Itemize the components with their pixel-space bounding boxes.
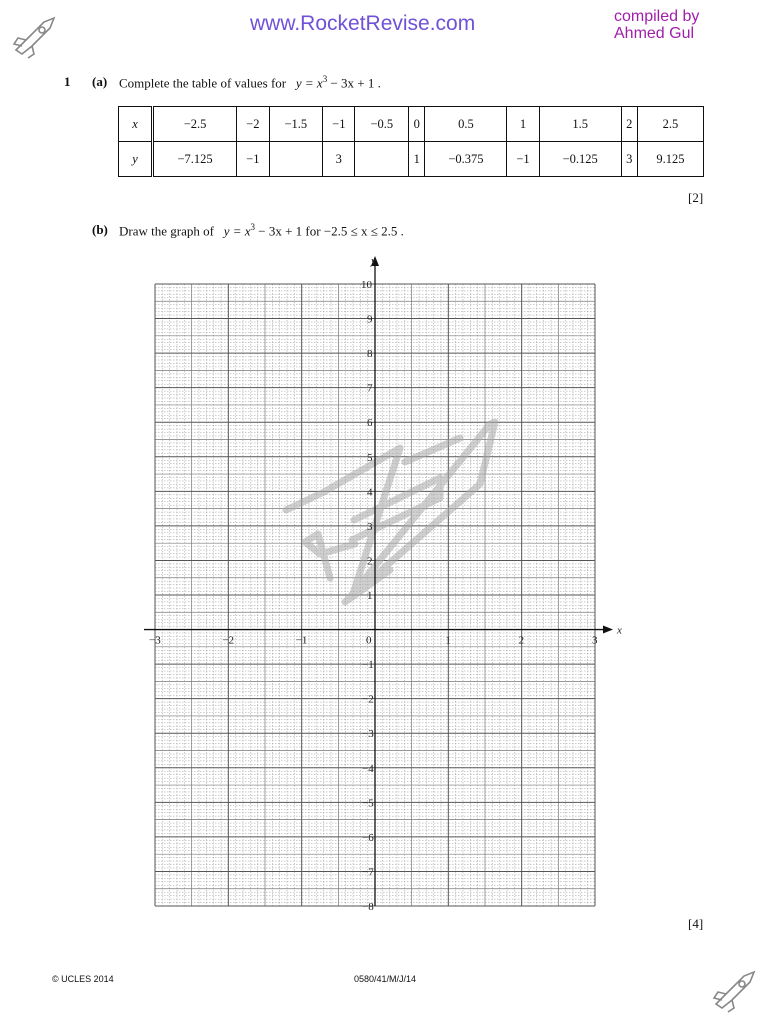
x-tick-label: 3 — [592, 634, 598, 647]
compiled-by-line1: compiled by — [614, 8, 700, 25]
table-cell-y-blank[interactable] — [269, 142, 323, 177]
y-tick-label: 4 — [367, 486, 373, 499]
table-cell-y: −0.375 — [425, 142, 507, 177]
table-cell-x: −1 — [323, 107, 355, 142]
y-tick-label: 6 — [367, 417, 373, 430]
table-cell-y: 9.125 — [637, 142, 703, 177]
part-b-marks: [4] — [688, 916, 704, 931]
table-cell-x: 0 — [409, 107, 425, 142]
table-row-x — [119, 107, 704, 142]
y-tick-label: 5 — [367, 451, 373, 464]
table-cell-x: −2 — [237, 107, 269, 142]
x-tick-label: 2 — [518, 634, 525, 647]
values-table — [118, 106, 704, 177]
table-cell-x: −2.5 — [153, 107, 237, 142]
part-b-instruction: Draw the graph of — [119, 223, 214, 239]
x-tick-label: −3 — [149, 634, 161, 647]
table-cell-y: −1 — [237, 142, 269, 177]
y-tick-label: −3 — [362, 728, 374, 741]
rocket-icon — [708, 968, 760, 1015]
x-tick-label: 0 — [366, 634, 372, 647]
y-tick-label: −6 — [362, 831, 374, 844]
rocket-icon — [8, 14, 60, 61]
y-tick-label: −4 — [362, 762, 374, 775]
y-tick-label: −7 — [362, 866, 374, 879]
table-row-y — [119, 142, 704, 177]
table-cell-y: −7.125 — [153, 142, 237, 177]
part-a-instruction: Complete the table of values for — [119, 75, 287, 91]
compiled-by-line2: Ahmed Gul — [614, 25, 695, 42]
y-tick-label: −1 — [362, 659, 374, 672]
part-b-equation-power: 3 — [250, 222, 255, 232]
table-y-header: y — [119, 142, 153, 177]
table-cell-y: −0.125 — [539, 142, 621, 177]
copyright: © UCLES 2014 — [52, 974, 114, 984]
x-axis-arrow — [603, 626, 613, 634]
table-cell-x: 2.5 — [637, 107, 703, 142]
part-b-label: (b) — [92, 222, 108, 237]
y-axis-label: y — [371, 255, 376, 267]
part-a-equation-power: 3 — [322, 74, 328, 84]
y-tick-label: 1 — [367, 590, 373, 602]
table-cell-x: 2 — [621, 107, 637, 142]
y-tick-label: −2 — [362, 693, 374, 706]
y-tick-label: 2 — [367, 555, 373, 568]
part-b-equation-suffix: − 3x + 1 for −2.5 ≤ x ≤ 2.5 . — [255, 223, 404, 239]
paper-code: 0580/41/M/J/14 — [354, 974, 417, 984]
table-cell-y: 3 — [323, 142, 355, 177]
part-a-text — [119, 74, 381, 91]
table-cell-x: −0.5 — [355, 107, 409, 142]
y-tick-label: −5 — [362, 797, 374, 810]
compiled-by — [614, 8, 699, 42]
site-link[interactable]: www.RocketRevise.com — [250, 12, 476, 35]
part-b-text — [119, 222, 404, 239]
part-b-equation-prefix: y = x — [223, 223, 251, 239]
graph-paper[interactable] — [140, 252, 620, 914]
part-a-equation-prefix: y = x — [295, 75, 323, 91]
table-cell-x: −1.5 — [269, 107, 323, 142]
table-cell-x: 1.5 — [539, 107, 621, 142]
y-tick-label: −8 — [362, 901, 374, 913]
question-number: 1 — [64, 74, 71, 89]
table-cell-y: −1 — [507, 142, 539, 177]
x-tick-label: −1 — [295, 634, 308, 647]
x-axis-label: x — [617, 624, 622, 637]
table-cell-y: 3 — [621, 142, 637, 177]
axis-tick-labels — [149, 279, 598, 913]
table-cell-y-blank[interactable] — [355, 142, 409, 177]
y-tick-label: 9 — [367, 313, 373, 326]
part-a-label: (a) — [92, 74, 108, 89]
table-cell-x: 0.5 — [425, 107, 507, 142]
x-tick-label: 1 — [445, 634, 451, 647]
table-x-header: x — [119, 107, 153, 142]
part-a-equation-suffix: − 3x + 1 . — [327, 75, 381, 91]
y-tick-label: 8 — [367, 348, 373, 361]
y-tick-label: 3 — [367, 520, 373, 533]
y-tick-label: 7 — [367, 382, 373, 395]
part-a-marks: [2] — [688, 190, 704, 205]
graph-area[interactable] — [140, 252, 620, 919]
y-tick-label: 10 — [361, 279, 372, 291]
x-tick-label: −2 — [222, 634, 235, 647]
table-cell-y: 1 — [409, 142, 425, 177]
table-cell-x: 1 — [507, 107, 539, 142]
